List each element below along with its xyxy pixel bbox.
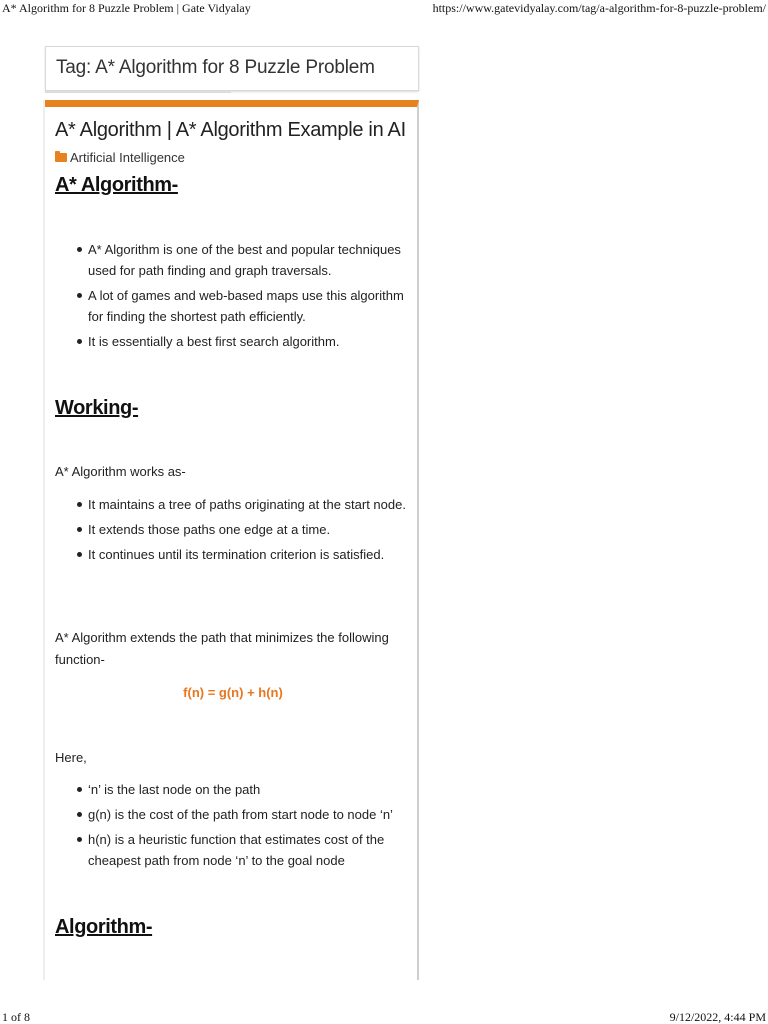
here-bullet-list bbox=[77, 779, 413, 875]
list-item: It is essentially a best first search algorithm. bbox=[77, 331, 413, 352]
folder-icon bbox=[55, 153, 67, 162]
working-intro: A* Algorithm works as- bbox=[55, 464, 186, 479]
list-item: ‘n’ is the last node on the path bbox=[77, 779, 413, 800]
list-item: h(n) is a heuristic function that estimates cost of the cheapest path from node ‘n’ to the goal node bbox=[77, 829, 413, 871]
print-footer bbox=[0, 1010, 768, 1024]
print-header-title: A* Algorithm for 8 Puzzle Problem | Gate Vidyalay bbox=[2, 1, 251, 15]
section-heading-working: Working- bbox=[55, 397, 139, 419]
print-header-url: https://www.gatevidyalay.com/tag/a-algorithm-for-8-puzzle-problem/ bbox=[432, 1, 766, 15]
page-number: 1 of 8 bbox=[2, 1010, 30, 1024]
section-heading-algorithm: Algorithm- bbox=[55, 916, 153, 938]
here-label: Here, bbox=[55, 750, 87, 765]
list-item: It continues until its termination criterion is satisfied. bbox=[77, 544, 413, 565]
post-category[interactable] bbox=[55, 150, 185, 165]
working-bullet-list bbox=[77, 494, 413, 569]
list-item: It extends those paths one edge at a time. bbox=[77, 519, 413, 540]
post-article bbox=[45, 100, 419, 980]
post-title-link[interactable]: A* Algorithm | A* Algorithm Example in AI bbox=[55, 119, 406, 141]
list-item: It maintains a tree of paths originating at the start node. bbox=[77, 494, 413, 515]
list-item: g(n) is the cost of the path from start node to node ‘n’ bbox=[77, 804, 413, 825]
list-item: A* Algorithm is one of the best and popular techniques used for path finding and graph traversals. bbox=[77, 239, 413, 281]
a-star-bullet-list bbox=[77, 239, 413, 356]
tag-divider bbox=[45, 91, 231, 93]
print-header bbox=[0, 1, 768, 16]
list-item: A lot of games and web-based maps use this algorithm for finding the shortest path efficiently. bbox=[77, 285, 413, 327]
tag-title-box bbox=[45, 46, 419, 91]
formula: f(n) = g(n) + h(n) bbox=[183, 685, 283, 700]
print-datetime: 9/12/2022, 4:44 PM bbox=[669, 1010, 766, 1024]
category-link[interactable]: Artificial Intelligence bbox=[70, 150, 185, 165]
section-heading-a-star: A* Algorithm- bbox=[55, 174, 178, 196]
tag-title: Tag: A* Algorithm for 8 Puzzle Problem bbox=[56, 57, 375, 78]
extends-paragraph: A* Algorithm extends the path that minimizes the following function- bbox=[55, 630, 389, 667]
